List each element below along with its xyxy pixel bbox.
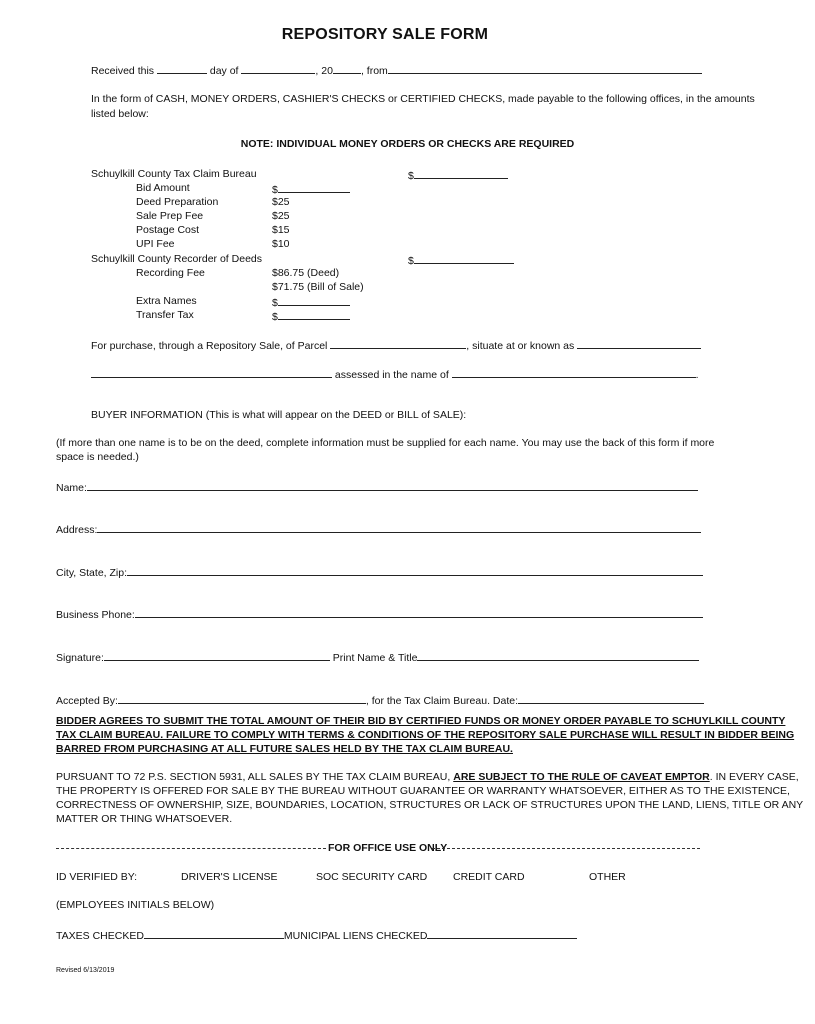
- upi-fee-amount: $10: [272, 238, 290, 250]
- assessed-description-blank[interactable]: [91, 367, 332, 378]
- accepted-date-blank[interactable]: [518, 693, 704, 704]
- id-option-credit-card[interactable]: CREDIT CARD: [453, 871, 525, 883]
- more-names-line-1: (If more than one name is to be on the deed, complete information must be supplied for each name. You may use the back of this form if more: [56, 437, 715, 449]
- pursuant-pre: PURSUANT TO 72 P.S. SECTION 5931, ALL SALES BY THE TAX CLAIM BUREAU,: [56, 771, 451, 783]
- office-use-divider-right: [432, 848, 700, 849]
- received-year-blank[interactable]: [333, 63, 361, 74]
- parcel-line: [91, 338, 701, 353]
- signature-blank[interactable]: [104, 650, 330, 661]
- accepted-by-field: [56, 693, 704, 708]
- id-option-other[interactable]: OTHER: [589, 871, 626, 883]
- city-state-zip-field: [56, 565, 703, 580]
- checked-line: [56, 928, 577, 943]
- extra-names-blank[interactable]: [278, 295, 350, 306]
- assessed-line: [91, 367, 699, 382]
- bid-amount-value: [272, 182, 350, 197]
- page-title: REPOSITORY SALE FORM: [281, 26, 489, 43]
- taxes-checked-blank[interactable]: [144, 928, 284, 939]
- pursuant-line-1: [56, 771, 799, 784]
- business-phone-label: Business Phone:: [56, 609, 135, 621]
- address-field: [56, 522, 701, 537]
- assessed-name-blank[interactable]: [452, 367, 696, 378]
- day-of-label: day of: [209, 65, 239, 77]
- pursuant-post: . IN EVERY CASE,: [709, 771, 799, 783]
- bid-amount-blank[interactable]: [278, 182, 350, 193]
- bidder-agrees-line-3: BARRED FROM PURCHASING AT ALL FUTURE SALES HELD BY THE TAX CLAIM BUREAU.: [56, 743, 513, 755]
- signature-field: [56, 650, 699, 665]
- revised-date: Revised 6/13/2019: [56, 967, 115, 974]
- office-use-divider-left: [56, 848, 326, 849]
- deed-prep-label: Deed Preparation: [136, 196, 219, 208]
- business-phone-blank[interactable]: [135, 607, 703, 618]
- id-option-drivers-license[interactable]: DRIVER'S LICENSE: [181, 871, 278, 883]
- recorder-total-blank[interactable]: [414, 253, 514, 264]
- tax-claim-total-blank[interactable]: [414, 168, 508, 179]
- from-label: from: [366, 65, 388, 77]
- for-purchase-label: For purchase, through a Repository Sale, of Parcel: [91, 340, 328, 352]
- received-from-blank[interactable]: [388, 63, 702, 74]
- municipal-liens-checked-label: MUNICIPAL LIENS CHECKED: [283, 930, 428, 942]
- recording-fee-bill-of-sale: $71.75 (Bill of Sale): [272, 281, 364, 293]
- address-blank[interactable]: [97, 522, 701, 533]
- bidder-agrees-line-2: TAX CLAIM BUREAU. FAILURE TO COMPLY WITH TERMS & CONDITIONS OF THE REPOSITORY SALE PURCHASE WILL RESULT IN BIDDER BEING: [56, 729, 795, 741]
- assessed-label: assessed in the name of: [334, 369, 449, 381]
- extra-names-symbol: $: [272, 297, 278, 309]
- extra-names-value: [272, 295, 350, 310]
- print-name-title-label: Print Name & Title: [332, 652, 418, 664]
- city-state-zip-blank[interactable]: [127, 565, 703, 576]
- deed-prep-amount: $25: [272, 196, 290, 208]
- received-day-blank[interactable]: [157, 63, 207, 74]
- bidder-agrees-line-1: BIDDER AGREES TO SUBMIT THE TOTAL AMOUNT OF THEIR BID BY CERTIFIED FUNDS OR MONEY ORDER PAYABLE TO SCHUYLKILL COUNTY: [56, 715, 786, 727]
- recording-fee-deed: $86.75 (Deed): [272, 267, 340, 279]
- parcel-number-blank[interactable]: [330, 338, 466, 349]
- note-required: NOTE: INDIVIDUAL MONEY ORDERS OR CHECKS ARE REQUIRED: [240, 138, 575, 150]
- upi-fee-label: UPI Fee: [136, 238, 175, 250]
- sale-prep-amount: $25: [272, 210, 290, 222]
- recorder-total: [408, 253, 514, 268]
- name-label: Name:: [56, 482, 87, 494]
- office-use-label: FOR OFFICE USE ONLY: [328, 842, 448, 854]
- postage-amount: $15: [272, 224, 290, 236]
- employees-initials-label: (EMPLOYEES INITIALS BELOW): [56, 899, 215, 911]
- recorder-total-symbol: $: [408, 255, 414, 267]
- accepted-by-label: Accepted By:: [56, 695, 118, 707]
- received-line: Received this day of , 20 , from: [91, 63, 702, 78]
- caveat-emptor: ARE SUBJECT TO THE RULE OF CAVEAT EMPTOR: [453, 771, 710, 783]
- address-label: Address:: [56, 524, 98, 536]
- bid-amount-label: Bid Amount: [136, 182, 190, 194]
- year-prefix: 20: [321, 65, 333, 77]
- id-verified-label: ID VERIFIED BY:: [56, 871, 138, 883]
- transfer-tax-symbol: $: [272, 311, 278, 323]
- intro-line-1: In the form of CASH, MONEY ORDERS, CASHIER'S CHECKS or CERTIFIED CHECKS, made payable to the following offices, in the amounts: [91, 93, 755, 105]
- id-option-soc-security[interactable]: SOC SECURITY CARD: [316, 871, 428, 883]
- recording-fee-label: Recording Fee: [136, 267, 205, 279]
- parcel-location-blank[interactable]: [577, 338, 701, 349]
- pursuant-line-3: CORRECTNESS OF OWNERSHIP, SIZE, BOUNDARIES, LOCATION, STRUCTURES OR LACK OF STRUCTURES UPON THE LAND, LIENS, TITLE OR ANY: [56, 799, 804, 811]
- pursuant-line-4: MATTER OR THING WHATSOEVER.: [56, 813, 233, 825]
- buyer-info-heading: BUYER INFORMATION (This is what will appear on the DEED or BILL of SALE):: [91, 409, 467, 421]
- assessed-period: .: [695, 369, 699, 381]
- for-tax-claim-date-label: , for the Tax Claim Bureau. Date:: [365, 695, 519, 707]
- transfer-tax-label: Transfer Tax: [136, 309, 194, 321]
- tax-claim-office: Schuylkill County Tax Claim Bureau: [91, 168, 257, 180]
- name-blank[interactable]: [87, 480, 698, 491]
- more-names-line-2: space is needed.): [56, 451, 139, 463]
- received-month-blank[interactable]: [241, 63, 315, 74]
- pursuant-line-2: THE PROPERTY IS OFFERED FOR SALE BY THE BUREAU WITHOUT GUARANTEE OR WARRANTY WHATSOEVER, EITHER AS TO THE EXISTENCE,: [56, 785, 790, 797]
- print-name-title-blank[interactable]: [417, 650, 699, 661]
- sale-prep-label: Sale Prep Fee: [136, 210, 204, 222]
- tax-claim-total-symbol: $: [408, 170, 414, 182]
- city-state-zip-label: City, State, Zip:: [56, 567, 127, 579]
- transfer-tax-blank[interactable]: [278, 309, 350, 320]
- municipal-liens-checked-blank[interactable]: [427, 928, 577, 939]
- accepted-by-blank[interactable]: [118, 693, 366, 704]
- bid-amount-symbol: $: [272, 184, 278, 196]
- recorder-office: Schuylkill County Recorder of Deeds: [91, 253, 262, 265]
- business-phone-field: [56, 607, 703, 622]
- received-this-label: Received this: [91, 65, 155, 77]
- extra-names-label: Extra Names: [136, 295, 197, 307]
- name-field: [56, 480, 698, 495]
- situate-label: , situate at or known as: [466, 340, 575, 352]
- signature-label: Signature:: [56, 652, 104, 664]
- transfer-tax-value: [272, 309, 350, 324]
- intro-line-2: listed below:: [91, 108, 149, 120]
- taxes-checked-label: TAXES CHECKED: [56, 930, 144, 942]
- postage-label: Postage Cost: [136, 224, 200, 236]
- tax-claim-total: [408, 168, 508, 183]
